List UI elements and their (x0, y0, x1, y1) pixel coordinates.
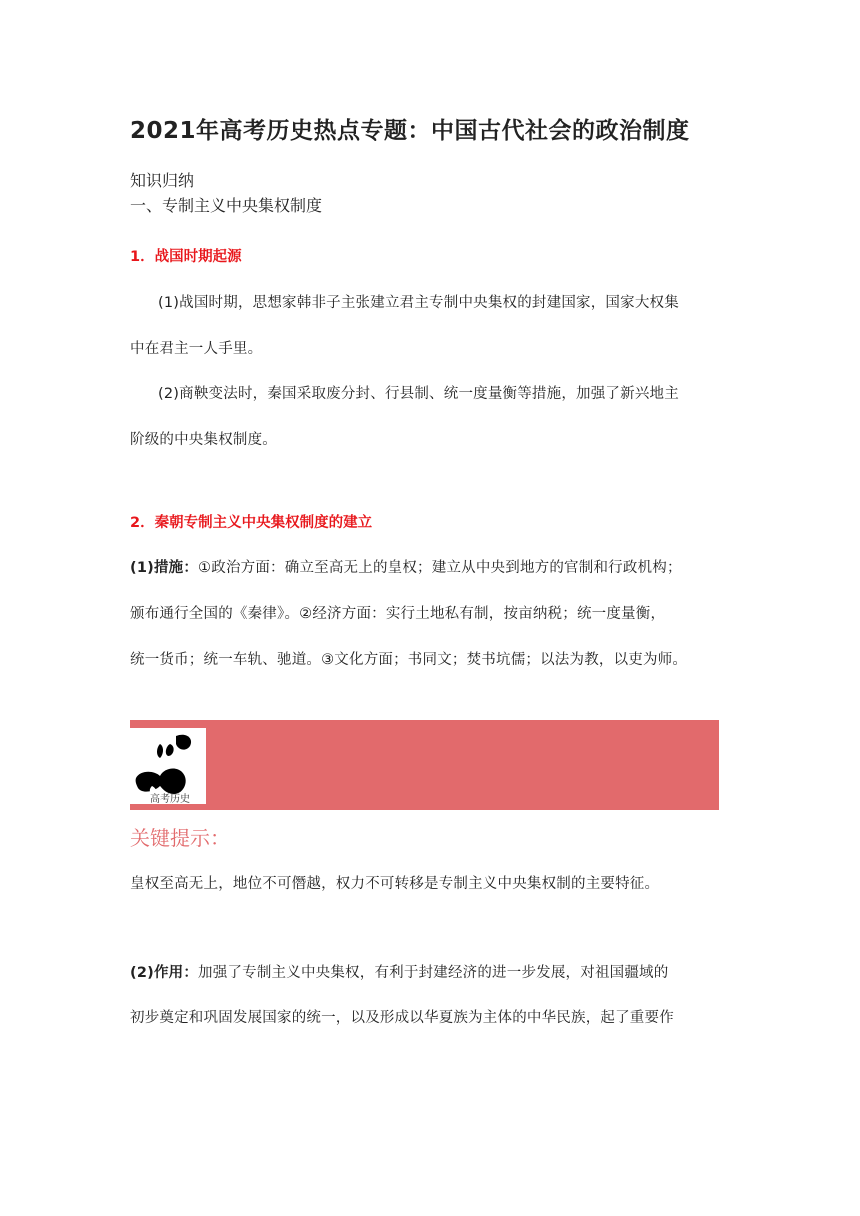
effect-label: (2)作用： (130, 965, 199, 981)
paragraph-line: (2)商鞅变法时，秦国采取废分封、行县制、统一度量衡等措施，加强了新兴地主 (158, 386, 679, 402)
effect-text: 加强了专制主义中央集权，有利于封建经济的进一步发展，对祖国疆域的 (198, 965, 669, 981)
subsection-heading-1: 1．战国时期起源 (130, 249, 242, 265)
paragraph-line: 初步奠定和巩固发展国家的统一，以及形成以华夏族为主体的中华民族，起了重要作 (130, 1010, 674, 1026)
measures-text: ①政治方面：确立至高无上的皇权；建立从中央到地方的官制和行政机构； (198, 560, 682, 576)
paragraph-line: 中在君主一人手里。 (130, 341, 263, 357)
section-heading: 一、专制主义中央集权制度 (130, 196, 323, 215)
hint-banner (130, 720, 719, 810)
measures-label: (1)措施： (130, 560, 199, 576)
logo-caption: 高考历史 (150, 794, 190, 805)
paragraph-line: 阶级的中央集权制度。 (130, 432, 277, 448)
subsection-heading-2: 2．秦朝专制主义中央集权制度的建立 (130, 515, 373, 531)
paragraph-line (130, 961, 668, 982)
paragraph-line (130, 556, 682, 577)
paragraph-line: 统一货币；统一车轨、驰道。③文化方面；书同文；焚书坑儒；以法为教，以吏为师。 (130, 652, 688, 668)
document-title: 2021年高考历史热点专题：中国古代社会的政治制度 (130, 118, 690, 144)
paragraph-line: 颁布通行全国的《秦律》。②经济方面：实行土地私有制，按亩纳税；统一度量衡， (130, 606, 666, 622)
knowledge-label: 知识归纳 (130, 171, 195, 190)
hint-text: 皇权至高无上，地位不可僭越，权力不可转移是专制主义中央集权制的主要特征。 (130, 876, 660, 892)
paragraph-line: (1)战国时期，思想家韩非子主张建立君主专制中央集权的封建国家，国家大权集 (158, 295, 679, 311)
hint-label: 关键提示： (130, 826, 230, 850)
